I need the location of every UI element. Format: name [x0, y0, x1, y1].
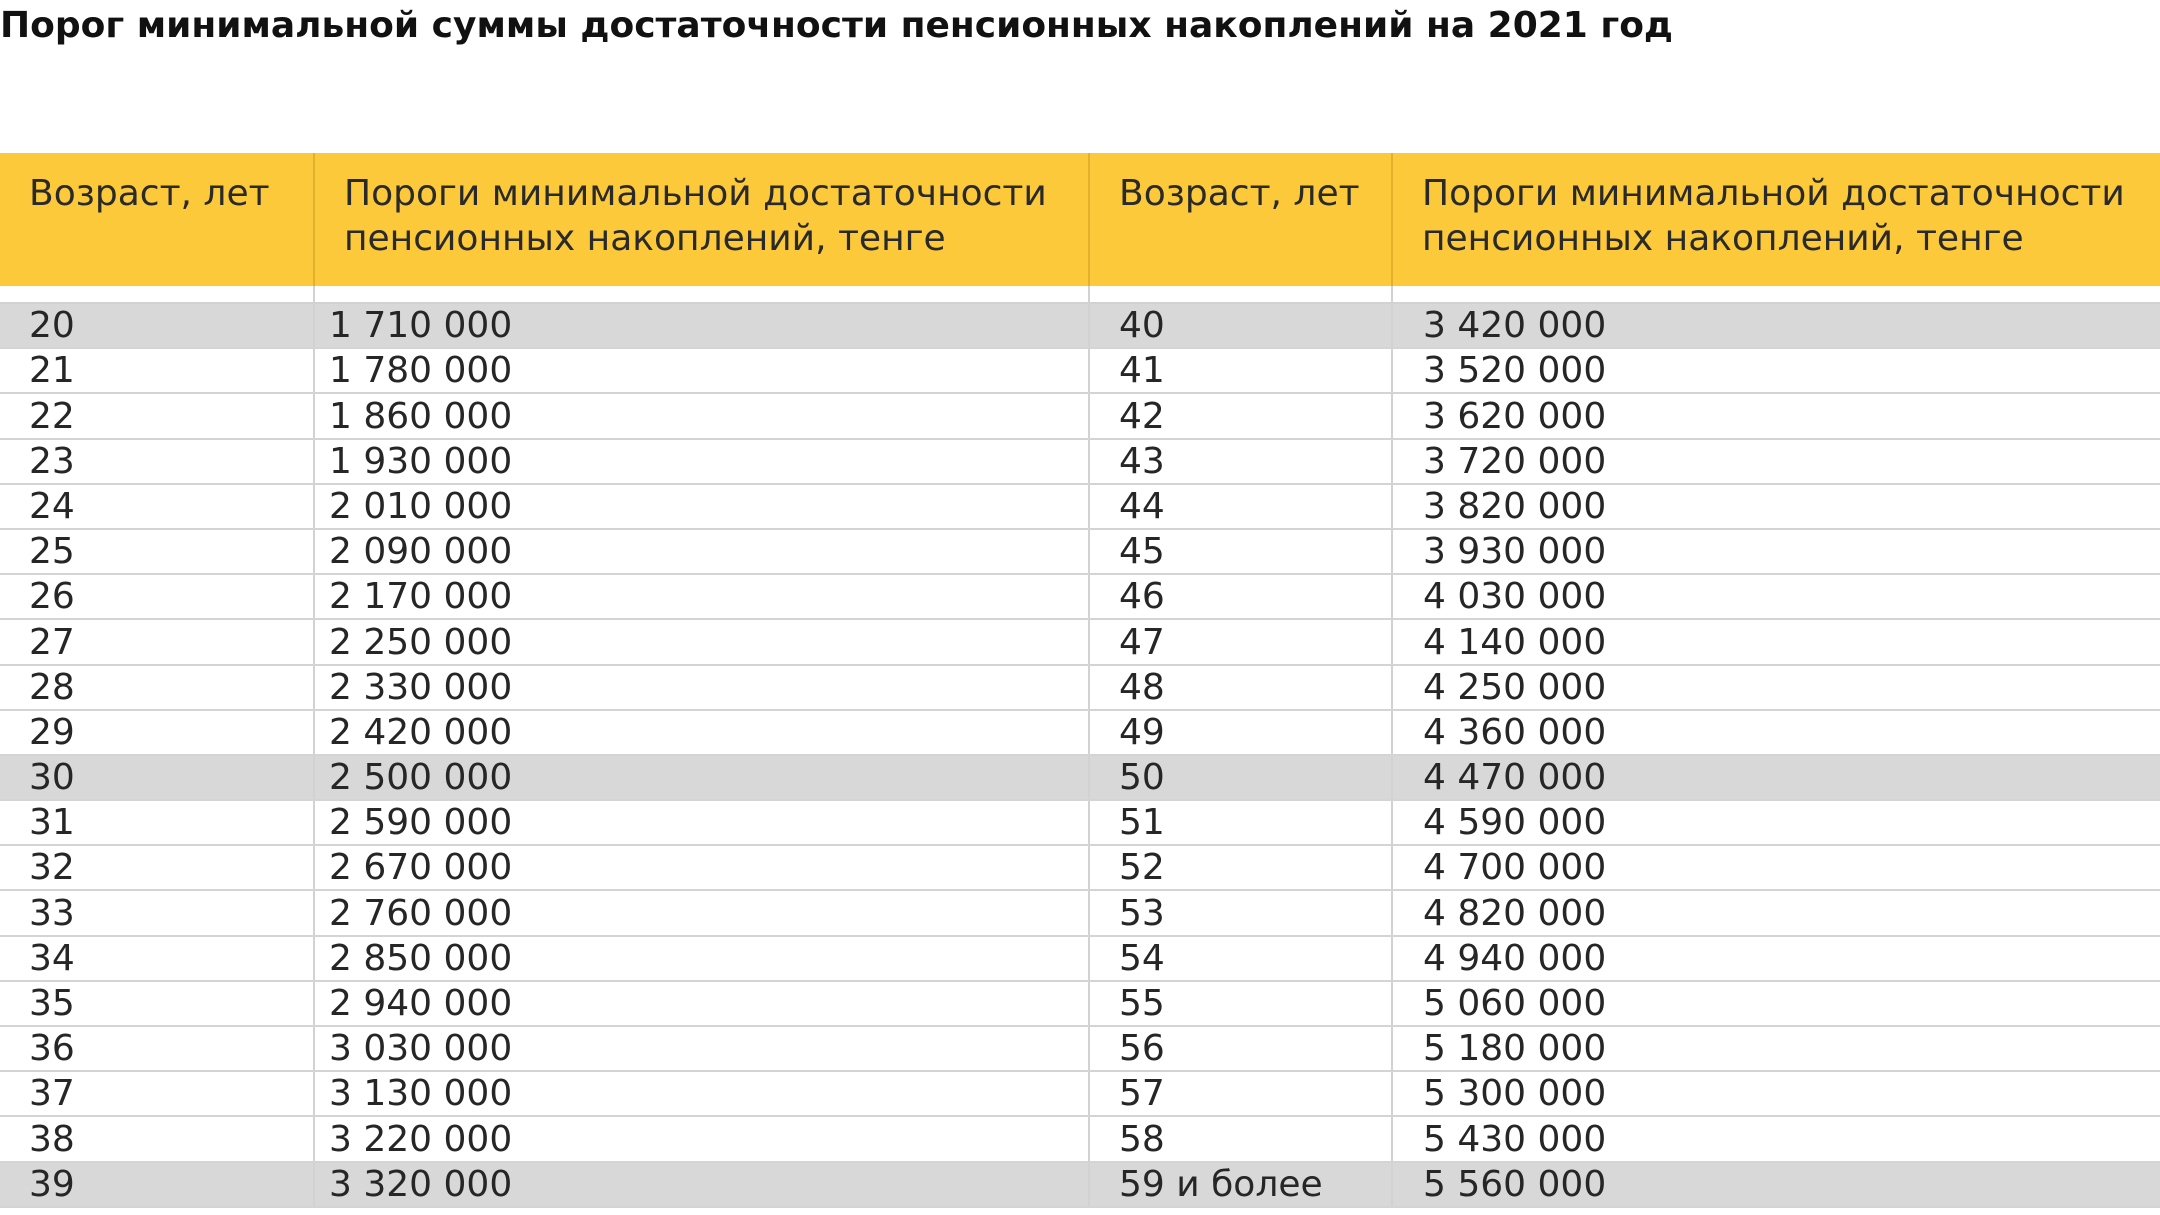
table-row — [0, 1162, 2160, 1207]
age-cell-right: 44 — [1089, 484, 1392, 529]
table-row — [0, 755, 2160, 800]
age-cell-right: 43 — [1089, 439, 1392, 484]
age-cell-left: 23 — [0, 439, 314, 484]
age-cell-left: 33 — [0, 890, 314, 935]
age-cell-left: 24 — [0, 484, 314, 529]
age-cell-left: 37 — [0, 1071, 314, 1116]
spacer-row — [0, 286, 2160, 303]
threshold-cell-right: 5 060 000 — [1392, 981, 2160, 1026]
table-row — [0, 1116, 2160, 1161]
table-row — [0, 845, 2160, 890]
threshold-cell-right: 5 180 000 — [1392, 1026, 2160, 1071]
threshold-cell-right: 3 930 000 — [1392, 529, 2160, 574]
threshold-cell-right: 3 420 000 — [1392, 303, 2160, 348]
age-cell-right: 42 — [1089, 393, 1392, 438]
age-cell-left: 25 — [0, 529, 314, 574]
threshold-cell-left: 2 420 000 — [314, 710, 1089, 755]
header-age-left: Возраст, лет — [0, 153, 314, 286]
table-row — [0, 936, 2160, 981]
pension-threshold-table — [0, 153, 2160, 1208]
threshold-cell-left: 2 760 000 — [314, 890, 1089, 935]
threshold-cell-left: 2 330 000 — [314, 665, 1089, 710]
header-row — [0, 153, 2160, 286]
threshold-cell-left: 1 930 000 — [314, 439, 1089, 484]
threshold-cell-right: 4 590 000 — [1392, 800, 2160, 845]
threshold-cell-right: 5 430 000 — [1392, 1116, 2160, 1161]
threshold-cell-left: 2 170 000 — [314, 574, 1089, 619]
threshold-cell-left: 1 710 000 — [314, 303, 1089, 348]
table-row — [0, 710, 2160, 755]
threshold-cell-right: 3 620 000 — [1392, 393, 2160, 438]
table-header — [0, 153, 2160, 286]
age-cell-right: 47 — [1089, 619, 1392, 664]
table-row — [0, 484, 2160, 529]
spacer-cell — [314, 286, 1089, 303]
table-row — [0, 800, 2160, 845]
age-cell-left: 36 — [0, 1026, 314, 1071]
threshold-cell-right: 4 820 000 — [1392, 890, 2160, 935]
threshold-cell-left: 3 220 000 — [314, 1116, 1089, 1161]
table-row — [0, 574, 2160, 619]
table-body — [0, 303, 2160, 1207]
header-threshold-left: Пороги минимальной достаточности пенсионных накоплений, тенге — [314, 153, 1089, 286]
threshold-cell-left: 3 130 000 — [314, 1071, 1089, 1116]
threshold-cell-left: 2 940 000 — [314, 981, 1089, 1026]
age-cell-right: 48 — [1089, 665, 1392, 710]
header-age-right: Возраст, лет — [1089, 153, 1392, 286]
threshold-cell-left: 2 090 000 — [314, 529, 1089, 574]
threshold-cell-right: 4 140 000 — [1392, 619, 2160, 664]
table-row — [0, 1071, 2160, 1116]
threshold-cell-left: 2 670 000 — [314, 845, 1089, 890]
threshold-cell-left: 1 860 000 — [314, 393, 1089, 438]
spacer-cell — [0, 286, 314, 303]
age-cell-left: 20 — [0, 303, 314, 348]
threshold-cell-right: 4 700 000 — [1392, 845, 2160, 890]
age-cell-right: 41 — [1089, 348, 1392, 393]
age-cell-right: 59 и более — [1089, 1162, 1392, 1207]
threshold-cell-right: 5 300 000 — [1392, 1071, 2160, 1116]
table-row — [0, 348, 2160, 393]
threshold-cell-left: 2 590 000 — [314, 800, 1089, 845]
age-cell-left: 38 — [0, 1116, 314, 1161]
threshold-cell-left: 2 250 000 — [314, 619, 1089, 664]
age-cell-left: 39 — [0, 1162, 314, 1207]
threshold-cell-right: 4 940 000 — [1392, 936, 2160, 981]
threshold-cell-right: 4 360 000 — [1392, 710, 2160, 755]
age-cell-right: 53 — [1089, 890, 1392, 935]
age-cell-right: 49 — [1089, 710, 1392, 755]
spacer-cell — [1392, 286, 2160, 303]
age-cell-right: 55 — [1089, 981, 1392, 1026]
threshold-cell-right: 4 030 000 — [1392, 574, 2160, 619]
threshold-cell-right: 4 250 000 — [1392, 665, 2160, 710]
age-cell-right: 57 — [1089, 1071, 1392, 1116]
threshold-cell-left: 2 850 000 — [314, 936, 1089, 981]
table-row — [0, 529, 2160, 574]
age-cell-left: 31 — [0, 800, 314, 845]
threshold-cell-left: 1 780 000 — [314, 348, 1089, 393]
table-row — [0, 439, 2160, 484]
age-cell-left: 22 — [0, 393, 314, 438]
age-cell-left: 29 — [0, 710, 314, 755]
table-row — [0, 1026, 2160, 1071]
threshold-cell-right: 5 560 000 — [1392, 1162, 2160, 1207]
table-row — [0, 393, 2160, 438]
age-cell-right: 50 — [1089, 755, 1392, 800]
pension-threshold-table-container — [0, 153, 2160, 1208]
age-cell-right: 46 — [1089, 574, 1392, 619]
age-cell-right: 52 — [1089, 845, 1392, 890]
threshold-cell-left: 3 030 000 — [314, 1026, 1089, 1071]
age-cell-left: 27 — [0, 619, 314, 664]
threshold-cell-right: 3 520 000 — [1392, 348, 2160, 393]
spacer-cell — [1089, 286, 1392, 303]
age-cell-left: 28 — [0, 665, 314, 710]
table-row — [0, 981, 2160, 1026]
threshold-cell-left: 2 010 000 — [314, 484, 1089, 529]
page-title: Порог минимальной суммы достаточности пенсионных накоплений на 2021 год — [0, 5, 1673, 46]
header-threshold-right: Пороги минимальной достаточности пенсионных накоплений, тенге — [1392, 153, 2160, 286]
age-cell-left: 30 — [0, 755, 314, 800]
threshold-cell-left: 3 320 000 — [314, 1162, 1089, 1207]
age-cell-left: 26 — [0, 574, 314, 619]
table-spacer — [0, 286, 2160, 303]
threshold-cell-right: 4 470 000 — [1392, 755, 2160, 800]
table-row — [0, 303, 2160, 348]
age-cell-right: 40 — [1089, 303, 1392, 348]
threshold-cell-right: 3 720 000 — [1392, 439, 2160, 484]
threshold-cell-left: 2 500 000 — [314, 755, 1089, 800]
age-cell-right: 56 — [1089, 1026, 1392, 1071]
age-cell-right: 58 — [1089, 1116, 1392, 1161]
age-cell-left: 32 — [0, 845, 314, 890]
table-row — [0, 619, 2160, 664]
threshold-cell-right: 3 820 000 — [1392, 484, 2160, 529]
table-row — [0, 665, 2160, 710]
age-cell-right: 51 — [1089, 800, 1392, 845]
age-cell-right: 54 — [1089, 936, 1392, 981]
age-cell-right: 45 — [1089, 529, 1392, 574]
table-row — [0, 890, 2160, 935]
age-cell-left: 21 — [0, 348, 314, 393]
age-cell-left: 35 — [0, 981, 314, 1026]
age-cell-left: 34 — [0, 936, 314, 981]
